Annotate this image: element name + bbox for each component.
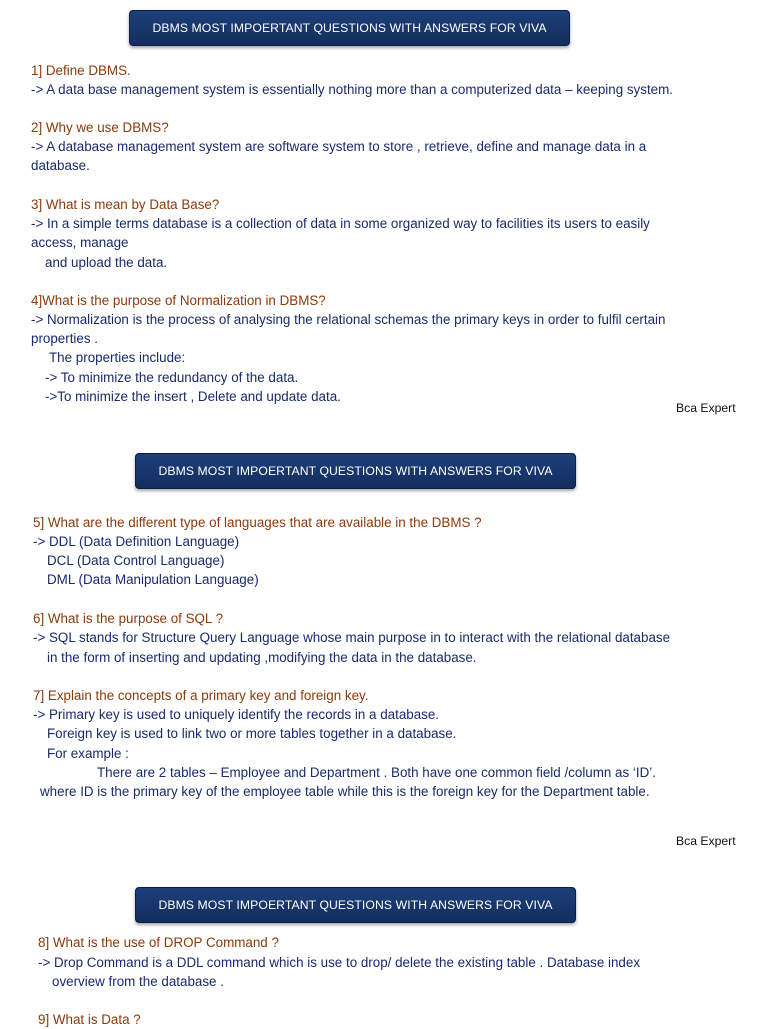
answer-4-line-3: The properties include: <box>49 350 186 365</box>
answer-4-line-5: ->To minimize the insert , Delete and update data. <box>45 389 341 404</box>
answer-1-line-1: -> A data base management system is essentially nothing more than a computerized data – keeping system. <box>31 82 673 97</box>
banner-title-2: DBMS MOST IMPOERTANT QUESTIONS WITH ANSWERS FOR VIVA <box>158 464 553 478</box>
answer-7-line-4: There are 2 tables – Employee and Department . Both have one common field /column as ‘ID’. <box>97 765 656 780</box>
footer-label-1: Bca Expert <box>676 401 736 415</box>
answer-7-line-3: For example : <box>47 746 129 761</box>
banner-title-1: DBMS MOST IMPOERTANT QUESTIONS WITH ANSWERS FOR VIVA <box>152 21 547 35</box>
banner-title-3: DBMS MOST IMPOERTANT QUESTIONS WITH ANSWERS FOR VIVA <box>158 898 553 912</box>
question-8: 8] What is the use of DROP Command ? <box>38 935 279 950</box>
answer-8-line-1: -> Drop Command is a DDL command which is use to drop/ delete the existing table . Database index <box>38 955 641 970</box>
answer-7-line-2: Foreign key is used to link two or more tables together in a database. <box>47 726 457 741</box>
question-4: 4]What is the purpose of Normalization in DBMS? <box>31 293 326 308</box>
footer-label-2: Bca Expert <box>676 834 736 848</box>
answer-2-line-1: -> A database management system are software system to store , retrieve, define and manage data in a <box>31 139 647 154</box>
answer-7-line-5: where ID is the primary key of the employee table while this is the foreign key for the Department table. <box>40 784 650 799</box>
answer-3-line-2: access, manage <box>31 235 129 250</box>
answer-6-line-2: in the form of inserting and updating ,modifying the data in the database. <box>47 650 477 665</box>
answer-8-line-2: overview from the database . <box>52 974 224 989</box>
answer-3-line-1: -> In a simple terms database is a collection of data in some organized way to facilities its users to easily <box>31 216 650 231</box>
question-2: 2] Why we use DBMS? <box>31 120 169 135</box>
section-banner-1 <box>129 10 570 46</box>
question-9: 9] What is Data ? <box>38 1012 141 1027</box>
answer-3-line-3: and upload the data. <box>45 255 168 270</box>
answer-4-line-4: -> To minimize the redundancy of the data. <box>45 370 299 385</box>
answer-2-line-2: database. <box>31 158 90 173</box>
section-banner-3 <box>135 887 576 923</box>
answer-7-line-1: -> Primary key is used to uniquely identify the records in a database. <box>33 707 440 722</box>
answer-5-line-2: DCL (Data Control Language) <box>47 553 225 568</box>
answer-5-line-3: DML (Data Manipulation Language) <box>47 572 259 587</box>
question-5: 5] What are the different type of languages that are available in the DBMS ? <box>33 515 482 530</box>
question-7: 7] Explain the concepts of a primary key and foreign key. <box>33 688 369 703</box>
answer-5-line-1: -> DDL (Data Definition Language) <box>33 534 240 549</box>
section-banner-2 <box>135 453 576 489</box>
answer-6-line-1: -> SQL stands for Structure Query Language whose main purpose in to interact with the relational database <box>33 630 671 645</box>
answer-4-line-1: -> Normalization is the process of analysing the relational schemas the primary keys in order to fulfil certain <box>31 312 666 327</box>
question-3: 3] What is mean by Data Base? <box>31 197 220 212</box>
question-6: 6] What is the purpose of SQL ? <box>33 611 224 626</box>
question-1: 1] Define DBMS. <box>31 63 131 78</box>
answer-4-line-2: properties . <box>31 331 98 346</box>
